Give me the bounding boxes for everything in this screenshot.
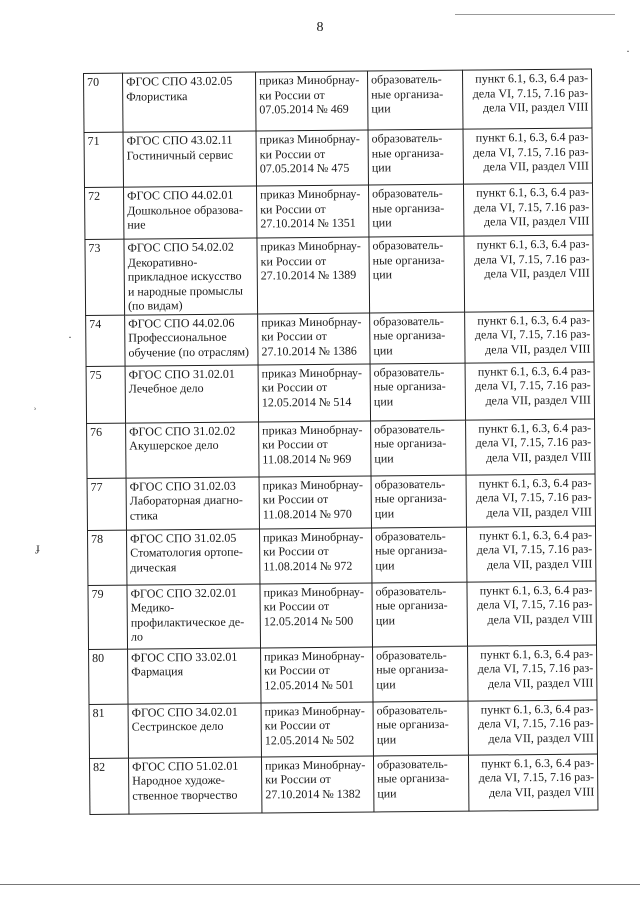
standard-cell <box>128 702 261 757</box>
table-row <box>86 311 594 366</box>
order-cell <box>260 582 373 647</box>
points-line: пункт 6.1, 6.3, 6.4 раз- <box>480 701 594 717</box>
points-line: дела VII, раздел VIII <box>485 392 591 407</box>
row-number: 77 <box>87 478 126 530</box>
order-line: 12.05.2014 № 514 <box>261 394 352 409</box>
standard-line: ФГОС СПО 54.02.02 <box>127 239 234 255</box>
points-line: дела VI, 7.15, 7.16 раз- <box>474 326 591 342</box>
order-line: приказ Минобрнау- <box>264 703 365 718</box>
table-row <box>87 526 595 585</box>
organization-cell <box>373 755 468 812</box>
standard-cell <box>125 364 258 422</box>
order-cell <box>258 364 370 422</box>
organization-line: ные организа- <box>372 252 445 267</box>
points-line: пункт 6.1, 6.3, 6.4 раз- <box>479 527 593 543</box>
order-line: приказ Минобрнау- <box>260 186 361 202</box>
standard-line: обучение (по отраслям) <box>128 344 250 360</box>
organization-line: ные организа- <box>373 327 446 343</box>
order-cell <box>258 313 370 365</box>
organization-line: ные организа- <box>375 542 448 558</box>
organization-cell <box>367 70 463 130</box>
organization-line: ции <box>377 785 397 800</box>
order-line: 12.05.2014 № 501 <box>264 677 354 692</box>
points-line: дела VII, раздел VIII <box>488 784 595 799</box>
order-line: приказ Минобрнау- <box>264 648 365 663</box>
standard-line: ФГОС СПО 43.02.11 <box>126 132 233 148</box>
points-line: дела VII, раздел VIII <box>487 611 593 626</box>
page-number: 8 <box>316 20 324 35</box>
organization-line: ные организа- <box>373 378 446 394</box>
organization-line: образователь- <box>375 583 447 598</box>
standard-line: Флористика <box>126 88 188 104</box>
order-cell <box>259 476 371 529</box>
points-cell <box>463 183 592 236</box>
order-line: приказ Минобрнау- <box>262 477 363 492</box>
points-line: дела VI, 7.15, 7.16 раз- <box>478 715 594 731</box>
table-row <box>89 645 597 704</box>
points-cell <box>468 754 597 811</box>
standard-line: ние <box>127 217 146 232</box>
standard-line: ФГОС СПО 51.02.01 <box>131 758 239 774</box>
scan-speck: · <box>68 330 72 344</box>
points-line: дела VII, раздел VIII <box>484 265 590 281</box>
organization-line: ции <box>373 342 393 357</box>
points-line: пункт 6.1, 6.3, 6.4 раз- <box>475 70 589 86</box>
standard-line: Профессиональное <box>128 329 227 345</box>
organization-cell <box>369 236 465 312</box>
row-number: 75 <box>86 366 125 423</box>
standard-line: Лабораторная диагно- <box>129 492 243 508</box>
standards-table-body <box>84 69 598 814</box>
table-row <box>88 581 597 649</box>
organization-line: образователь- <box>371 130 443 146</box>
standard-line: ФГОС СПО 43.02.05 <box>126 73 233 89</box>
order-line: приказ Минобрнау- <box>261 365 362 380</box>
organization-line: ные организа- <box>371 86 444 101</box>
order-line: 27.10.2014 № 1382 <box>265 786 361 801</box>
organization-line: образователь- <box>372 185 443 201</box>
organization-line: ции <box>374 505 395 520</box>
scan-speck: ʾ <box>33 405 37 419</box>
organization-cell <box>371 475 466 528</box>
standard-line: (по видам) <box>127 298 183 313</box>
table-row <box>84 183 592 239</box>
standard-line: Медико- <box>130 600 175 615</box>
standard-line: ФГОС СПО 32.02.01 <box>130 585 237 601</box>
row-number: 72 <box>84 187 123 239</box>
order-cell <box>261 755 373 812</box>
order-line: приказ Минобрнау- <box>260 238 361 254</box>
points-line: дела VI, 7.15, 7.16 раз- <box>473 199 590 215</box>
order-line: ки России от <box>262 491 329 507</box>
order-cell <box>256 130 368 186</box>
organization-line: образователь- <box>376 756 448 771</box>
points-cell <box>466 526 595 582</box>
standard-cell <box>128 756 261 813</box>
standard-line: прикладное искусство <box>127 268 242 284</box>
organization-line: ции <box>372 267 393 282</box>
organization-line: ные организа- <box>376 716 449 732</box>
table-row <box>86 362 594 423</box>
organization-line: образователь- <box>374 476 446 491</box>
standards-table <box>83 69 598 815</box>
standard-cell <box>123 131 256 187</box>
standard-line: Народное художе- <box>132 772 225 788</box>
row-number: 81 <box>89 704 128 758</box>
table-row <box>89 754 597 814</box>
organization-cell <box>371 420 466 476</box>
row-number: 76 <box>87 423 126 478</box>
table-row <box>84 69 592 132</box>
points-line: дела VII, раздел VIII <box>487 675 594 690</box>
points-line: дела VI, 7.15, 7.16 раз- <box>473 144 589 160</box>
organization-line: ные организа- <box>376 661 449 677</box>
order-line: 12.05.2014 № 500 <box>263 613 354 628</box>
points-cell <box>468 645 597 701</box>
organization-line: ции <box>374 450 394 465</box>
points-line: пункт 6.1, 6.3, 6.4 раз- <box>478 475 592 491</box>
points-line: пункт 6.1, 6.3, 6.4 раз- <box>475 129 589 145</box>
standard-line: профилактическое де- <box>130 614 245 630</box>
standard-line: дическая <box>130 559 177 575</box>
points-line: пункт 6.1, 6.3, 6.4 раз- <box>476 184 590 200</box>
points-line: пункт 6.1, 6.3, 6.4 раз- <box>480 646 594 662</box>
standard-line: ФГОС СПО 34.02.01 <box>131 704 238 720</box>
standard-line: ФГОС СПО 44.02.06 <box>128 315 235 331</box>
order-line: ки России от <box>265 771 331 787</box>
organization-line: образователь- <box>376 702 448 717</box>
order-line: приказ Минобрнау- <box>261 314 362 329</box>
organization-cell <box>373 701 468 756</box>
points-line: дела VII, раздел VIII <box>485 449 592 464</box>
points-line: пункт 6.1, 6.3, 6.4 раз- <box>477 363 591 379</box>
points-line: дела VII, раздел VIII <box>483 213 590 229</box>
organization-line: образователь- <box>376 647 447 662</box>
order-line: 12.05.2014 № 502 <box>264 732 355 747</box>
standard-cell <box>123 186 256 239</box>
points-line: дела VII, раздел VIII <box>482 99 589 115</box>
order-line: приказ Минобрнау- <box>262 422 363 437</box>
order-cell <box>261 701 373 756</box>
standard-line: Сестринское дело <box>131 718 224 734</box>
order-line: ки России от <box>259 146 326 161</box>
standard-line: ственное творчество <box>132 787 238 803</box>
scan-speck: ɟ <box>36 540 40 554</box>
standard-line: и народные промыслы <box>127 283 243 299</box>
table-row <box>84 128 592 187</box>
points-cell <box>468 700 597 755</box>
organization-line: ции <box>376 676 396 691</box>
points-line: пункт 6.1, 6.3, 6.4 раз- <box>481 755 595 771</box>
organization-line: образователь- <box>374 528 446 543</box>
table-row <box>87 419 595 478</box>
organization-line: ные организа- <box>371 145 444 160</box>
organization-line: ции <box>371 160 392 175</box>
order-cell <box>259 421 371 477</box>
organization-line: ные организа- <box>377 770 450 786</box>
points-cell <box>466 419 595 475</box>
organization-line: ции <box>372 215 392 230</box>
order-cell <box>261 646 373 702</box>
organization-line: образователь- <box>374 421 445 436</box>
standard-line: Гостиничный сервис <box>126 147 233 163</box>
points-cell <box>463 128 592 184</box>
points-line: дела VII, раздел VIII <box>485 341 591 357</box>
organization-line: ные организа- <box>372 200 445 215</box>
order-line: приказ Минобрнау- <box>259 72 360 88</box>
order-line: приказ Минобрнау- <box>264 757 366 772</box>
points-cell <box>465 311 594 363</box>
points-line: дела VII, раздел VIII <box>483 158 589 174</box>
points-line: пункт 6.1, 6.3, 6.4 раз- <box>478 420 592 436</box>
standard-cell <box>123 72 257 132</box>
points-line: дела VI, 7.15, 7.16 раз- <box>476 489 592 505</box>
organization-line: ные организа- <box>375 597 448 613</box>
order-line: приказ Минобрнау- <box>263 584 364 599</box>
row-number: 74 <box>86 315 125 366</box>
standard-line: Акушерское дело <box>129 437 219 453</box>
standard-cell <box>126 421 259 477</box>
order-line: ки России от <box>260 201 326 216</box>
points-cell <box>465 362 594 420</box>
points-line: дела VI, 7.15, 7.16 раз- <box>475 434 592 450</box>
standard-cell <box>125 313 258 365</box>
organization-cell <box>372 582 468 647</box>
points-cell <box>466 474 595 527</box>
organization-cell <box>371 527 466 583</box>
order-line: ки России от <box>260 253 327 268</box>
standard-line: ФГОС СПО 44.02.01 <box>127 187 234 203</box>
scan-top-edge-line <box>455 14 615 15</box>
standard-line: стика <box>129 507 158 523</box>
organization-cell <box>368 129 463 185</box>
points-line: дела VI, 7.15, 7.16 раз- <box>476 541 593 557</box>
organization-line: ции <box>373 393 394 408</box>
points-line: пункт 6.1, 6.3, 6.4 раз- <box>479 582 593 598</box>
organization-line: ции <box>375 557 395 572</box>
organization-cell <box>370 312 465 364</box>
points-line: пункт 6.1, 6.3, 6.4 раз- <box>476 236 590 252</box>
standard-line: Дошкольное образова- <box>127 202 244 218</box>
table-row <box>89 700 597 758</box>
order-line: 07.05.2014 № 475 <box>259 160 350 176</box>
points-line: дела VII, раздел VIII <box>488 730 594 745</box>
organization-cell <box>368 184 463 237</box>
order-line: ки России от <box>262 436 328 452</box>
standard-line: Стоматология ортопе- <box>130 544 243 560</box>
standard-line: ФГОС СПО 31.02.02 <box>129 423 236 439</box>
standard-line: Фармация <box>131 664 184 679</box>
points-cell <box>462 69 592 129</box>
table-row <box>85 235 594 315</box>
points-cell <box>467 581 597 646</box>
points-line: дела VI, 7.15, 7.16 раз- <box>477 596 593 612</box>
table-row <box>87 474 595 530</box>
row-number: 80 <box>89 649 128 704</box>
organization-line: ции <box>375 612 396 627</box>
organization-cell <box>373 646 468 702</box>
points-line: дела VI, 7.15, 7.16 раз- <box>475 377 591 393</box>
standard-cell <box>126 528 259 584</box>
standard-line: Декоративно- <box>127 254 198 270</box>
order-line: ки России от <box>259 87 325 102</box>
row-number: 70 <box>84 73 124 132</box>
order-line: ки России от <box>263 543 329 559</box>
points-line: пункт 6.1, 6.3, 6.4 раз- <box>477 312 591 328</box>
standard-line: ФГОС СПО 31.02.01 <box>128 366 235 382</box>
points-line: дела VI, 7.15, 7.16 раз- <box>474 251 590 267</box>
points-line: дела VII, раздел VIII <box>486 504 592 519</box>
standard-cell <box>128 647 261 703</box>
organization-line: ции <box>371 101 391 116</box>
order-line: ки России от <box>263 598 330 614</box>
points-line: дела VI, 7.15, 7.16 раз- <box>478 769 595 785</box>
row-number: 82 <box>89 758 128 814</box>
points-line: дела VI, 7.15, 7.16 раз- <box>477 660 594 676</box>
order-cell <box>256 185 368 238</box>
order-line: ки России от <box>264 662 330 678</box>
organization-line: образователь- <box>371 71 442 87</box>
order-line: 11.08.2014 № 972 <box>263 558 353 573</box>
organization-line: ные организа- <box>374 490 447 506</box>
points-cell <box>464 235 594 312</box>
standard-line: ФГОС СПО 33.02.01 <box>131 649 238 665</box>
order-line: 27.10.2014 № 1386 <box>261 343 357 358</box>
order-cell <box>255 71 368 131</box>
standard-line: ФГОС СПО 31.02.03 <box>129 478 236 494</box>
scan-bottom-edge-line <box>0 884 640 885</box>
organization-line: ции <box>376 731 397 746</box>
order-line: 27.10.2014 № 1351 <box>260 215 356 231</box>
standard-line: ло <box>130 629 143 644</box>
order-line: ки России от <box>261 379 328 395</box>
order-line: приказ Минобрнау- <box>262 529 364 544</box>
scan-speck: · <box>626 44 630 58</box>
order-line: 11.08.2014 № 969 <box>262 451 352 466</box>
order-line: 11.08.2014 № 970 <box>262 506 352 521</box>
points-line: дела VI, 7.15, 7.16 раз- <box>472 85 589 101</box>
organization-line: ные организа- <box>374 435 447 451</box>
standard-cell <box>127 583 261 648</box>
organization-cell <box>370 363 465 421</box>
standard-cell <box>126 476 259 529</box>
order-line: 07.05.2014 № 469 <box>259 101 349 117</box>
order-line: 27.10.2014 № 1389 <box>260 267 357 283</box>
order-cell <box>257 237 370 313</box>
standard-cell <box>124 238 258 315</box>
standard-line: ФГОС СПО 31.02.05 <box>129 530 237 546</box>
organization-line: образователь- <box>372 237 444 253</box>
standard-line: Лечебное дело <box>128 380 204 396</box>
organization-line: образователь- <box>373 313 444 328</box>
row-number: 71 <box>84 132 123 187</box>
row-number: 78 <box>87 530 126 585</box>
points-line: дела VII, раздел VIII <box>486 556 593 571</box>
order-line: ки России от <box>261 328 327 344</box>
order-line: ки России от <box>264 717 331 733</box>
row-number: 79 <box>88 585 128 649</box>
order-cell <box>259 527 371 583</box>
row-number: 73 <box>85 239 125 315</box>
order-line: приказ Минобрнау- <box>259 131 360 147</box>
organization-line: образователь- <box>373 364 445 379</box>
